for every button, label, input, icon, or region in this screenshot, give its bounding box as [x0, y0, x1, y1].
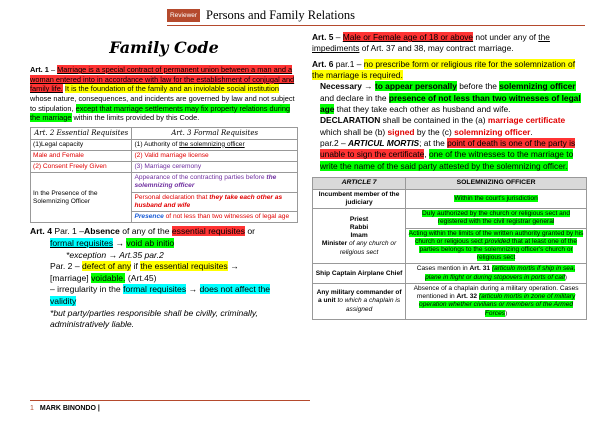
solemnizing-officer-header: SOLEMNIZING OFFICER: [406, 178, 587, 189]
art1-highlight-green: except that marriage settlements may fix property relations during the marriage: [30, 103, 291, 123]
table-cell: Cases mention in Art. 31 (articulo mortis if ship in sea, plane in flight or during stopovers in ports of call): [406, 264, 587, 283]
art1-label: Art. 1: [30, 65, 49, 74]
author-name: MARK BINONDO |: [39, 405, 100, 412]
table-cell: (2) Consent Freely Given: [31, 161, 132, 172]
header-title: Persons and Family Relations: [206, 8, 355, 22]
table-cell: Ship Captain Airplane Chief: [313, 264, 406, 283]
art1-paragraph: Art. 1 – Marriage is a special contract of permanent union between a man and a woman entered into in accordance with law for the establishment of conjugal and family life. It is the foundation of the family and an inviolable social institution whose nature, consequences, and incidents are governed by law and not subject to stipulation, except that marriage settlements may fix property relations during the marriage within the limits provided by this Code.: [30, 65, 295, 123]
page-footer: [30, 404, 100, 413]
table-cell: Any military commander of a unit to which a chaplain is assigned: [313, 283, 406, 319]
table-cell: In the Presence of the Solemnizing Officer: [31, 173, 132, 223]
table-cell: Presence of not less than two witnesses of legal age: [132, 212, 298, 223]
table-cell: Priest Rabbi Imam Minister of any church or religious sect: [313, 209, 406, 264]
family-code-title: Family Code: [109, 38, 219, 57]
table-cell: Acting within the limits of the written authority granted by his church or religious sect provided that at least one of the parties belongs to the solemnizing officer's church or religious sect: [406, 228, 587, 264]
essential-requisites-header: Art. 2 Essential Requisites: [31, 127, 132, 139]
formal-requisites-header: Art. 3 Formal Requisites: [132, 127, 298, 139]
table-cell: Appearance of the contracting parties before the solemnizing officer: [132, 173, 298, 192]
table-cell: Within the court's jurisdiction: [406, 189, 587, 208]
requisites-table: [30, 127, 298, 224]
table-cell: (2) Valid marriage license: [132, 150, 298, 161]
left-column: [30, 34, 298, 331]
table-cell: Duly authorized by the church or religious sect and registered with the civil registrar general: [406, 209, 587, 228]
header-tag: Reviewer: [167, 9, 200, 22]
table-cell: (3) Marriage ceremony: [132, 161, 298, 172]
right-column: [312, 32, 587, 320]
art1-highlight-red: Marriage is a special contract of permanent union between a man and a woman entered into in accordance with law for the establishment of conjugal and family life.: [30, 65, 295, 94]
table-cell: Incumbent member of the judiciary: [313, 189, 406, 208]
page-number: 1: [30, 405, 34, 412]
table-cell: (1)Legal capacity: [31, 139, 132, 150]
page-header: [0, 6, 600, 24]
header-rule: [167, 25, 585, 26]
table-cell: Absence of a chaplain during a military operation. Cases mentioned in Art. 32 (articulo mortis in zone of military operation whether civilians or members of the Armed Forces): [406, 283, 587, 319]
art6-block: Art. 6 par.1 – no prescribe form or religious rite for the solemnization of the marriage is required. Necessary → to appear personally before the solemnizing officer and declare in the presence of not less than two witnesses of legal age that they take each other as husband and wife. DECLARATION shall be contained in the (a) marriage certificate which shall be (b) signed by the (c) solemnizing officer. par.2 – ARTICUL MORTIS; at the point of death is one of the party is unable to sign the certificate, one of the witnesses to the marriage to write the name of the said party attested by the solemnizing officer.: [312, 58, 581, 171]
table-cell: (1) Authority of the solemnizing officer: [132, 139, 298, 150]
footer-rule: [30, 400, 310, 401]
art1-highlight-yellow: It is the foundation of the family and an inviolable social institution: [64, 84, 279, 94]
art5-paragraph: Art. 5 – Male or Female age of 18 or above not under any of the impediments of Art. 37 and 38, may contract marriage.: [312, 32, 550, 54]
article7-table: [312, 177, 587, 320]
article7-header: ARTICLE 7: [313, 178, 406, 189]
art4-block: Art. 4 Par. 1 –Absence of any of the essential requisites or formal requisites → void ab initio *exception → Art.35 par.2 Par. 2 – defect of any if the essential requisites → [marriage] voidable. (Art.45) – irregularity in the formal requisites → does not affect the validity *but party/parties responsible shall be civilly, criminally, administratively liable.: [30, 226, 271, 330]
table-cell: Personal declaration that they take each other as husband and wife: [132, 192, 298, 211]
table-cell: Male and Female: [31, 150, 132, 161]
